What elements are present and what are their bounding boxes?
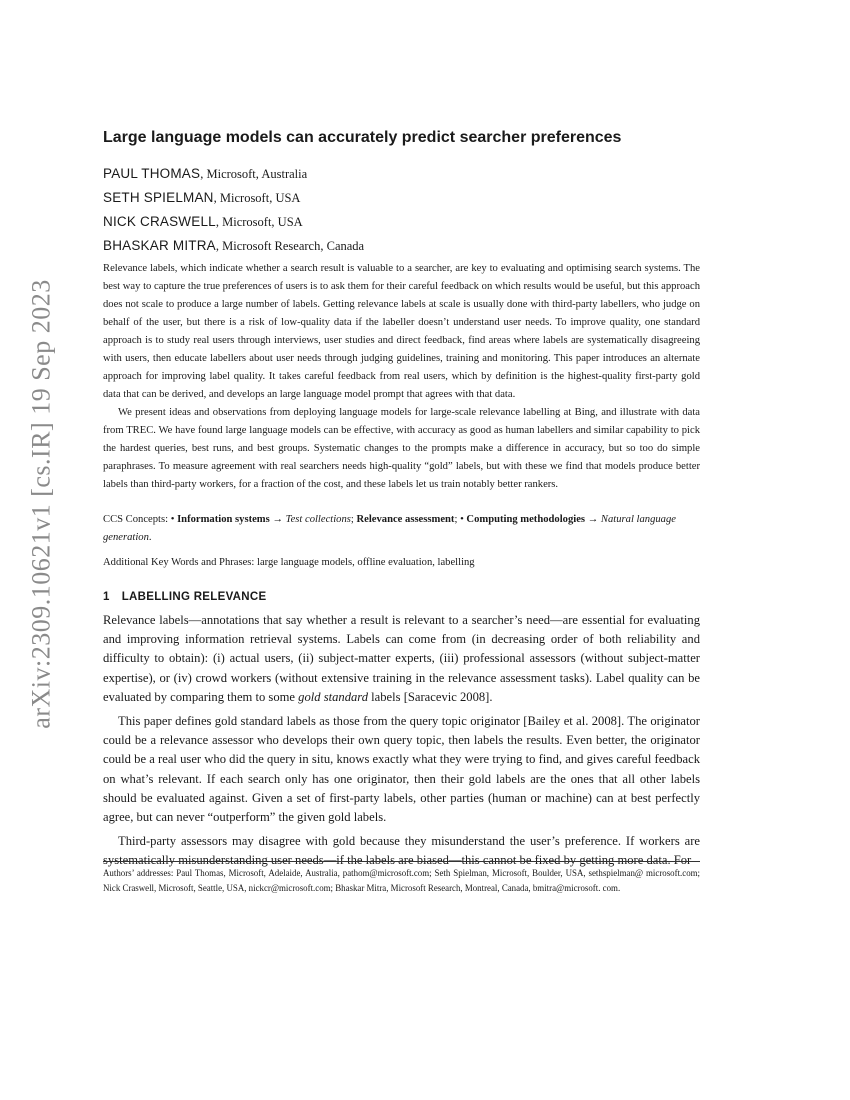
body-emphasis: gold standard bbox=[298, 689, 369, 704]
abstract bbox=[103, 260, 700, 494]
body-text-run: Relevance labels—annotations that say whether a result is relevant to a searcher’s need—are essential for evaluating and improving information retrieval systems. Labels can come from (in decreasing order of both reliability and difficulty to obtain): (i) actual users, (ii) subject-matter experts, (iii) professional assessors (without subject-matter expertise), or (iv) crowd workers (without extensive training in the relevance assessment tasks). Label quality can be evaluated by comparing them to some bbox=[103, 613, 700, 704]
ccs-subconcept: Natural language generation bbox=[103, 514, 676, 543]
ccs-prefix: CCS Concepts: bbox=[103, 514, 171, 525]
ccs-separator: ; bbox=[454, 514, 461, 525]
ccs-bullet: • bbox=[460, 514, 467, 525]
abstract-paragraph: Relevance labels, which indicate whether a search result is valuable to a searcher, are key to evaluating and optimising search systems. The best way to capture the true preferences of users is to ask them for their careful feedback on which results would be useful, but this approach does not scale to produce a large number of labels. Getting relevance labels at scale is usually done with third-party labellers, who judge on behalf of the user, but there is a risk of low-quality data if the labeller doesn’t understand user needs. To improve quality, one standard approach is to study real users through interviews, user studies and direct feedback, find areas where labels are systematically disagreeing with users, then educate labellers about user needs through judging guidelines, training and monitoring. This paper introduces an alternate approach for improving label quality. It takes careful feedback from real users, which by definition is the highest-quality first-party gold data that can be derived, and develops an large language model prompt that agrees with that data. bbox=[103, 263, 700, 400]
ccs-arrow: → bbox=[585, 514, 601, 525]
body-text-run: labels [Saracevic 2008]. bbox=[368, 689, 493, 704]
abstract-paragraph: We present ideas and observations from deploying language models for large-scale relevance labelling at Bing, and illustrate with data from TREC. We have found large language models can be effective, with accuracy as good as human labellers and similar capability to pick the hardest queries, best runs, and best groups. Systematic changes to the prompts make a difference in accuracy, but so too do simple paraphrases. To measure agreement with real searchers needs high-quality “gold” labels, but with these we find that models produce better labels than third-party workers, for a fraction of the cost, and these labels let us train notably better rankers. bbox=[103, 407, 700, 490]
ccs-subconcept: Test collections bbox=[285, 514, 351, 525]
author-affiliation: , Microsoft, Australia bbox=[200, 167, 308, 181]
author-name: BHASKAR MITRA bbox=[103, 238, 216, 253]
footnote-divider bbox=[103, 861, 700, 862]
paper-title: Large language models can accurately predict searcher preferences bbox=[103, 129, 622, 146]
body-text bbox=[103, 611, 700, 876]
ccs-separator: ; bbox=[350, 514, 357, 525]
author-entry bbox=[103, 163, 753, 187]
body-paragraph: This paper defines gold standard labels as those from the query topic originator [Bailey et al. 2008]. The originator could be a relevance assessor who develops their own query topic, then labels the results. Even better, the originator could be a real user who did the query in situ, knows exactly what they were trying to find, and gives careful feedback on what’s relevant. If each search only has one originator, then their gold labels are the ones that all other labels should be evaluated against. Given a set of first-party labels, other parties (human or machine) can at best perfectly agree, but can never “outperform” the given gold labels. bbox=[103, 714, 700, 825]
section-number: 1 bbox=[103, 591, 110, 603]
author-list bbox=[103, 163, 753, 259]
ccs-end: . bbox=[148, 532, 152, 543]
author-addresses-footnote: Authors’ addresses: Paul Thomas, Microsoft, Adelaide, Australia, pathom@microsoft.com; Seth Spielman, Microsoft, Boulder, USA, sethspielman@ microsoft.com; Nick Craswell, Microsoft, Seattle, USA, nickcr@microsoft.com; Bhaskar Mitra, Microsoft Research, Montreal, Canada, bmitra@microsoft. com. bbox=[103, 868, 700, 894]
author-affiliation: , Microsoft, USA bbox=[215, 215, 303, 229]
author-name: SETH SPIELMAN bbox=[103, 190, 214, 205]
ccs-concepts bbox=[103, 511, 700, 547]
body-paragraph: Third-party assessors may disagree with gold because they misunderstand the user’s preference. If workers are systematically misunderstanding user needs—if the labels are biased—this cannot be fixed by getting more data. For bbox=[103, 834, 700, 868]
section-heading bbox=[103, 588, 266, 606]
arxiv-identifier-text: arXiv:2309.10621v1 [cs.IR] 19 Sep 2023 bbox=[27, 279, 56, 729]
author-name: NICK CRASWELL bbox=[103, 214, 216, 229]
keywords: Additional Key Words and Phrases: large language models, offline evaluation, labelling bbox=[103, 557, 475, 568]
author-entry bbox=[103, 187, 753, 211]
ccs-concept: Information systems bbox=[177, 514, 270, 525]
body-paragraph bbox=[103, 611, 700, 707]
section-title: LABELLING RELEVANCE bbox=[121, 591, 267, 603]
author-affiliation: , Microsoft, USA bbox=[213, 191, 301, 205]
author-name: PAUL THOMAS bbox=[103, 166, 201, 181]
ccs-arrow: → bbox=[269, 514, 286, 525]
author-entry bbox=[103, 235, 753, 259]
ccs-concept: Computing methodologies bbox=[466, 514, 586, 525]
author-affiliation: , Microsoft Research, Canada bbox=[215, 239, 365, 253]
author-entry bbox=[103, 211, 753, 235]
ccs-bullet: • bbox=[170, 514, 178, 525]
arxiv-identifier-sidebar bbox=[20, 279, 64, 729]
ccs-concept: Relevance assessment bbox=[356, 514, 455, 525]
